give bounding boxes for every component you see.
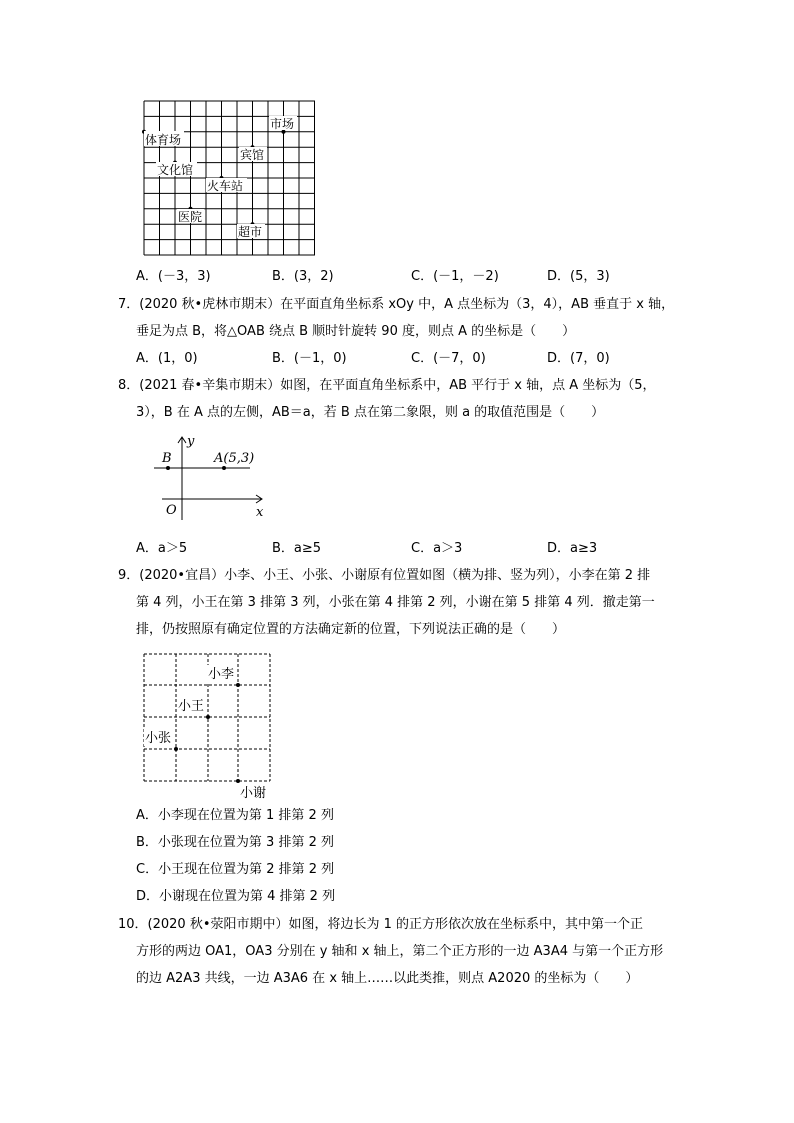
q9-point-wang [206, 715, 210, 719]
q9-stem-line2: 第 4 列，小王在第 3 排第 3 列，小张在第 4 排第 2 列，小谢在第 5 排第 4 列．撤走第一 [136, 595, 655, 610]
q8-option-b[interactable]: B．a≥5 [272, 541, 322, 556]
q9-label-wang: 小王 [178, 699, 205, 714]
q6-option-b[interactable]: B．(3，2) [272, 269, 334, 284]
q8-a-label: A(5,3) [214, 451, 255, 466]
q7-stem-line2: 垂足为点 B，将△OAB 绕点 B 顺时针旋转 90 度，则点 A 的坐标是（ ） [136, 324, 576, 339]
q10-stem-line2: 方形的两边 OA1，OA3 分别在 y 轴和 x 轴上，第二个正方形的一边 A3A4 与第一个正方形 [136, 944, 664, 959]
q6-option-d[interactable]: D．(5，3) [547, 269, 610, 284]
q9-point-xie [236, 779, 240, 783]
q7-option-a[interactable]: A．(1，0) [136, 351, 198, 366]
map-label-gym: 体育场 [145, 133, 182, 147]
q8-o-label: O [166, 503, 177, 518]
q8-stem-line2: 3），B 在 A 点的左侧，AB＝a，若 B 点在第二象限，则 a 的取值范围是（ ） [136, 405, 605, 420]
city-map-grid [140, 99, 320, 259]
q6-option-c[interactable]: C．(－1，－2) [411, 269, 499, 284]
q9-option-b[interactable]: B．小张现在位置为第 3 排第 2 列 [136, 835, 334, 850]
q9-label-li: 小李 [208, 667, 235, 682]
q9-option-d[interactable]: D．小谢现在位置为第 4 排第 2 列 [136, 889, 336, 904]
q8-coordinate-figure [140, 432, 280, 524]
map-label-culture: 文化馆 [157, 163, 194, 177]
q7-option-d[interactable]: D．(7，0) [547, 351, 610, 366]
q8-option-a[interactable]: A．a＞5 [136, 541, 188, 556]
q8-option-c[interactable]: C．a＞3 [411, 541, 463, 556]
q9-option-c[interactable]: C．小王现在位置为第 2 排第 2 列 [136, 862, 335, 877]
q7-option-c[interactable]: C．(－7，0) [411, 351, 486, 366]
q9-stem-line3: 排，仍按照原有确定位置的方法确定新的位置，下列说法正确的是（ ） [136, 622, 566, 637]
q10-stem-line3: 的边 A2A3 共线，一边 A3A6 在 x 轴上……以此类推，则点 A2020 的坐标为（ ） [136, 971, 639, 986]
q9-seating-grid [140, 651, 280, 801]
q8-option-d[interactable]: D．a≥3 [547, 541, 598, 556]
q9-stem-line1: 9．(2020•宜昌）小李、小王、小张、小谢原有位置如图（横为排、竖为列），小李在第 2 排 [118, 568, 651, 583]
q10-stem-line1: 10．(2020 秋•荥阳市期中）如图，将边长为 1 的正方形依次放在坐标系中，其中第一个正 [118, 917, 644, 932]
q9-label-zhang: 小张 [145, 731, 172, 746]
map-label-market: 市场 [270, 117, 295, 131]
q9-point-li [236, 683, 240, 687]
q9-label-xie: 小谢 [240, 786, 267, 801]
map-label-station: 火车站 [207, 179, 244, 193]
q6-option-a[interactable]: A．(－3，3) [136, 269, 211, 284]
q8-point-a [222, 466, 226, 470]
q8-point-b [166, 466, 170, 470]
map-label-hotel: 宾馆 [240, 148, 265, 162]
q8-stem-line1: 8．(2021 春•辛集市期末）如图，在平面直角坐标系中，AB 平行于 x 轴，点 A 坐标为（5， [118, 378, 656, 393]
map-label-hospital: 医院 [178, 210, 203, 224]
q8-b-label: B [162, 451, 172, 466]
q8-x-label: x [256, 505, 264, 520]
q7-option-b[interactable]: B．(－1，0) [272, 351, 347, 366]
map-label-supermarket: 超市 [238, 225, 263, 239]
q9-option-a[interactable]: A．小李现在位置为第 1 排第 2 列 [136, 808, 334, 823]
q7-stem-line1: 7．(2020 秋•虎林市期末）在平面直角坐标系 xOy 中，A 点坐标为（3，4），AB 垂直于 x 轴， [118, 297, 675, 312]
q9-point-zhang [174, 747, 178, 751]
q8-y-label: y [187, 434, 195, 449]
